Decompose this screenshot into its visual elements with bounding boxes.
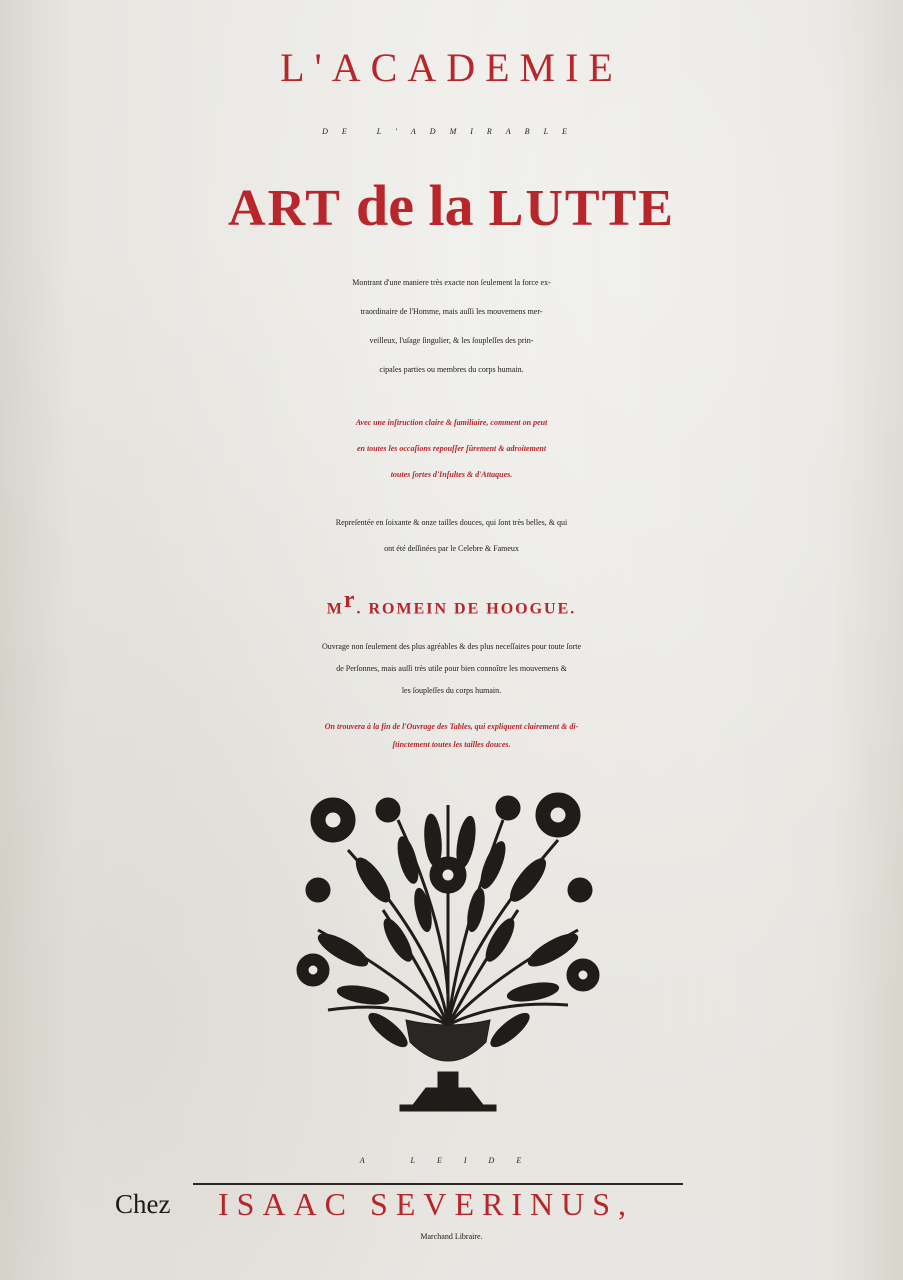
author-surname: . ROMEIN DE HOOGUE.: [356, 600, 577, 618]
title-line-art-de-la-lutte: [0, 160, 903, 255]
imprint-role: Marchand Libraire.: [420, 1232, 483, 1241]
author-sup: r: [343, 587, 357, 613]
instruction-line: en toutes les occaſions repouſſer ſûrement & adroitement: [356, 444, 547, 453]
description-line: veilleux, l'uſage ſingulier, & les ſoupleſſes des prin-: [369, 336, 534, 345]
instruction-line: toutes ſortes d'Inſultes & d'Attaques.: [390, 470, 513, 479]
title-lutte: LUTTE: [488, 180, 675, 237]
imprint-city: A LEIDE: [359, 1156, 544, 1165]
description-line: cipales parties ou membres du corps humain.: [379, 365, 524, 374]
description-line: Montrant d'une maniere très exacte non ſeulement la force ex-: [352, 278, 551, 287]
title-line-admirable: DE L'ADMIRABLE: [322, 127, 581, 136]
description-line: traordinaire de l'Homme, mais auſſi les mouvemens mer-: [360, 307, 543, 316]
title-line-academie: L'ACADEMIE: [280, 45, 623, 90]
represented-line: ont été deſſinées par le Celebre & Fameux: [384, 544, 519, 553]
note-line: On trouvera à la fin de l'Ouvrage des Tables, qui expliquent clairement & di-: [324, 722, 579, 731]
imprint-rule: [193, 1183, 683, 1185]
title-de-la: de la: [356, 173, 474, 238]
represented-line: Repreſentée en ſoixante & onze tailles douces, qui ſont très belles, & qui: [335, 518, 568, 527]
author-name: [0, 572, 903, 637]
imprint-printer: ISAAC SEVERINUS,: [218, 1186, 635, 1222]
flower-vase-woodcut-icon: [288, 780, 608, 1120]
ouvrage-line: Ouvrage non ſeulement des plus agréables & des plus neceſſaires pour toute ſorte: [321, 642, 582, 651]
instruction-line: Avec une inſtruction claire & familiaire, comment on peut: [355, 418, 548, 427]
note-line: ſtinctement toutes les tailles douces.: [392, 740, 511, 749]
ouvrage-line: les ſoupleſſes du corps humain.: [401, 686, 502, 695]
title-art: ART: [228, 180, 342, 237]
ouvrage-line: de Perſonnes, mais auſſi très utile pour bien connoître les mouvemens &: [336, 664, 567, 673]
imprint-chez: Chez: [115, 1189, 171, 1219]
author-prefix: M: [326, 600, 344, 618]
